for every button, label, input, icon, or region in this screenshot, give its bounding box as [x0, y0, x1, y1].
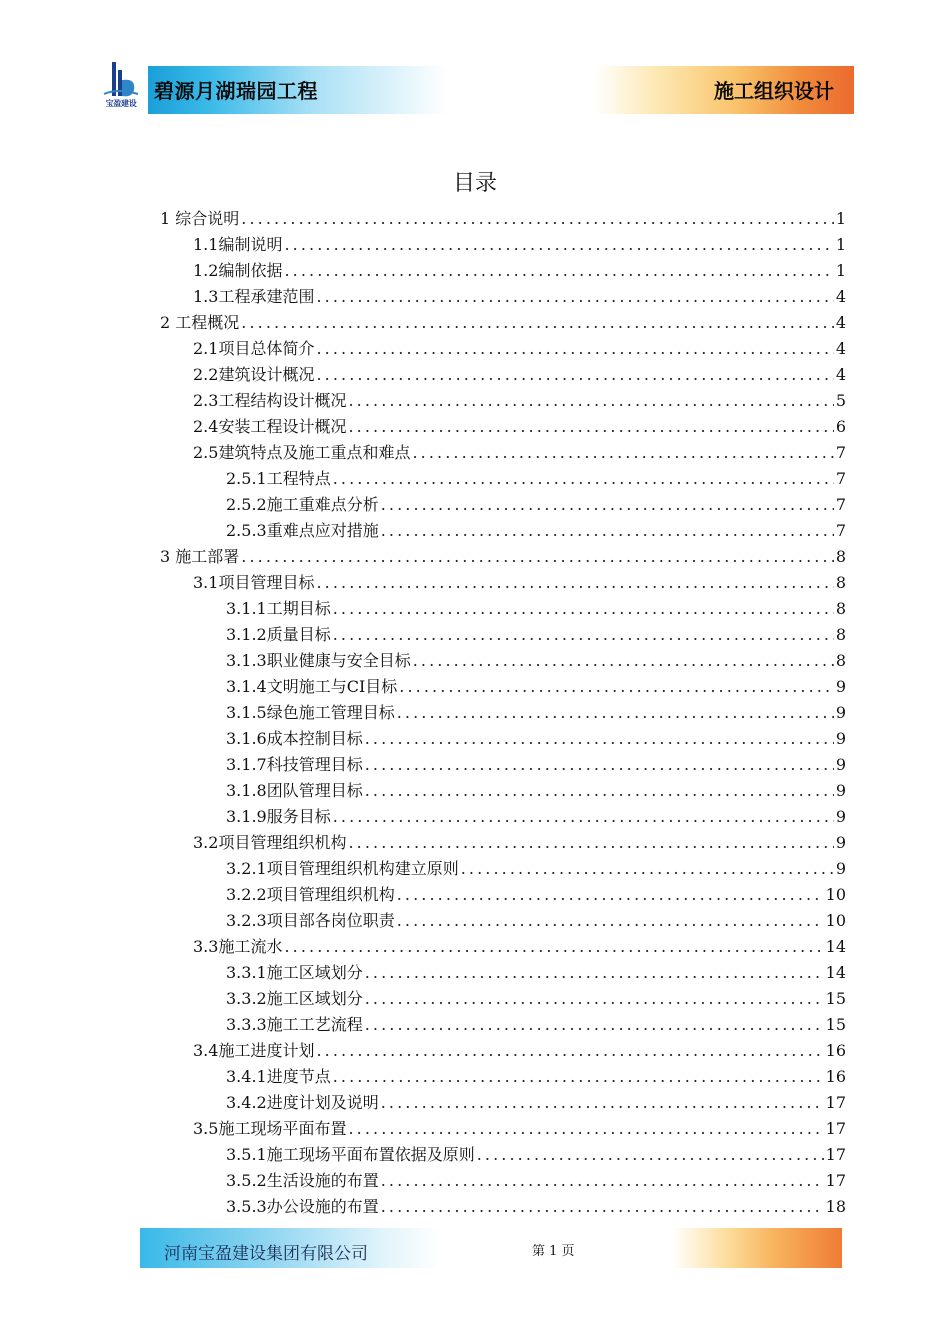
- toc-entry[interactable]: [160, 466, 846, 492]
- toc-leader-dots: [412, 440, 833, 466]
- toc-entry[interactable]: [160, 856, 846, 882]
- toc-entry-page: 1: [835, 235, 846, 254]
- toc-leader-dots: [333, 596, 834, 622]
- toc-entry[interactable]: [160, 206, 846, 232]
- toc-leader-dots: [461, 856, 834, 882]
- toc-entry[interactable]: [160, 232, 846, 258]
- toc-entry-title: 3 施工部署: [160, 547, 240, 566]
- toc-entry[interactable]: [160, 908, 846, 934]
- toc-entry-page: 4: [835, 365, 846, 384]
- toc-entry-title: 3.4.1进度节点: [226, 1067, 331, 1086]
- toc-entry-page: 7: [835, 521, 846, 540]
- toc-entry-page: 9: [835, 859, 846, 878]
- toc-entry-title: 1.1编制说明: [193, 235, 283, 254]
- toc-entry[interactable]: [160, 284, 846, 310]
- toc-entry-page: 9: [835, 807, 846, 826]
- toc-entry-page: 1: [835, 209, 846, 228]
- toc-entry-title: 2.2建筑设计概况: [193, 365, 315, 384]
- toc-entry-page: 10: [825, 911, 846, 930]
- table-of-contents: [160, 206, 846, 1220]
- toc-entry-page: 4: [835, 287, 846, 306]
- toc-entry[interactable]: [160, 388, 846, 414]
- toc-leader-dots: [397, 908, 824, 934]
- toc-leader-dots: [365, 1012, 824, 1038]
- toc-leader-dots: [381, 1194, 824, 1220]
- toc-entry-page: 1: [835, 261, 846, 280]
- toc-leader-dots: [399, 674, 834, 700]
- toc-entry-title: 2 工程概况: [160, 313, 240, 332]
- toc-entry[interactable]: [160, 674, 846, 700]
- toc-entry[interactable]: [160, 1012, 846, 1038]
- toc-entry[interactable]: [160, 804, 846, 830]
- toc-leader-dots: [381, 1168, 824, 1194]
- toc-entry-title: 2.5.1工程特点: [226, 469, 331, 488]
- toc-entry-page: 9: [835, 703, 846, 722]
- toc-entry-title: 3.1.5绿色施工管理目标: [226, 703, 395, 722]
- toc-entry[interactable]: [160, 1194, 846, 1220]
- toc-entry-title: 1.2编制依据: [193, 261, 283, 280]
- toc-leader-dots: [284, 934, 823, 960]
- toc-leader-dots: [365, 752, 834, 778]
- toc-leader-dots: [348, 388, 833, 414]
- toc-entry[interactable]: [160, 960, 846, 986]
- toc-entry-title: 3.1.9服务目标: [226, 807, 331, 826]
- toc-entry-page: 7: [835, 495, 846, 514]
- toc-entry-title: 3.4施工进度计划: [193, 1041, 315, 1060]
- toc-entry-page: 4: [835, 313, 846, 332]
- toc-entry-title: 3.3.1施工区域划分: [226, 963, 363, 982]
- toc-leader-dots: [316, 336, 833, 362]
- toc-leader-dots: [348, 830, 833, 856]
- toc-entry-title: 3.1项目管理目标: [193, 573, 315, 592]
- toc-leader-dots: [397, 882, 824, 908]
- toc-entry[interactable]: [160, 414, 846, 440]
- toc-leader-dots: [284, 258, 833, 284]
- toc-leader-dots: [316, 570, 833, 596]
- toc-entry[interactable]: [160, 440, 846, 466]
- toc-entry-title: 3.2.2项目管理组织机构: [226, 885, 395, 904]
- toc-entry-page: 8: [835, 599, 846, 618]
- toc-entry[interactable]: [160, 778, 846, 804]
- toc-entry-page: 8: [835, 573, 846, 592]
- toc-entry[interactable]: [160, 1038, 846, 1064]
- toc-entry-page: 7: [835, 443, 846, 462]
- toc-entry-title: 3.5.2生活设施的布置: [226, 1171, 379, 1190]
- toc-entry[interactable]: [160, 310, 846, 336]
- toc-leader-dots: [381, 1090, 824, 1116]
- toc-leader-dots: [365, 778, 834, 804]
- toc-leader-dots: [348, 414, 833, 440]
- toc-entry-page: 16: [825, 1041, 846, 1060]
- toc-leader-dots: [333, 466, 834, 492]
- toc-leader-dots: [348, 1116, 823, 1142]
- toc-leader-dots: [381, 492, 834, 518]
- toc-leader-dots: [241, 310, 834, 336]
- toc-entry-page: 6: [835, 417, 846, 436]
- toc-entry[interactable]: [160, 596, 846, 622]
- toc-entry-page: 17: [825, 1119, 846, 1138]
- logo-caption: 宝盈建设: [105, 99, 137, 108]
- toc-entry[interactable]: [160, 544, 846, 570]
- footer-right-band: [672, 1228, 842, 1268]
- toc-entry-page: 15: [825, 989, 846, 1008]
- toc-entry[interactable]: [160, 752, 846, 778]
- page-header: [98, 60, 854, 116]
- toc-entry-title: 3.5.1施工现场平面布置依据及原则: [226, 1145, 475, 1164]
- toc-entry[interactable]: [160, 1064, 846, 1090]
- toc-entry[interactable]: [160, 726, 846, 752]
- toc-leader-dots: [333, 804, 834, 830]
- toc-entry-title: 1.3工程承建范围: [193, 287, 315, 306]
- toc-entry[interactable]: [160, 1168, 846, 1194]
- toc-entry[interactable]: [160, 830, 846, 856]
- toc-leader-dots: [413, 648, 834, 674]
- toc-entry-page: 8: [835, 625, 846, 644]
- toc-entry-title: 3.1.4文明施工与CI目标: [226, 677, 398, 696]
- toc-entry-page: 9: [835, 755, 846, 774]
- toc-entry-title: 3.2.3项目部各岗位职责: [226, 911, 395, 930]
- toc-entry-title: 3.3.3施工工艺流程: [226, 1015, 363, 1034]
- toc-entry[interactable]: [160, 492, 846, 518]
- toc-entry-page: 17: [825, 1145, 846, 1164]
- toc-entry-page: 5: [835, 391, 846, 410]
- project-title: 碧源月湖瑞园工程: [154, 79, 318, 103]
- toc-entry-page: 17: [825, 1171, 846, 1190]
- toc-entry-title: 2.3工程结构设计概况: [193, 391, 347, 410]
- toc-entry[interactable]: [160, 648, 846, 674]
- toc-entry-title: 1 综合说明: [160, 209, 240, 228]
- toc-entry-title: 3.5施工现场平面布置: [193, 1119, 347, 1138]
- toc-entry-page: 15: [825, 1015, 846, 1034]
- toc-entry-page: 9: [835, 677, 846, 696]
- toc-entry[interactable]: [160, 882, 846, 908]
- toc-entry[interactable]: [160, 1090, 846, 1116]
- toc-entry-page: 14: [825, 963, 846, 982]
- toc-leader-dots: [365, 986, 824, 1012]
- toc-entry[interactable]: [160, 986, 846, 1012]
- toc-entry-title: 2.5建筑特点及施工重点和难点: [193, 443, 411, 462]
- toc-entry-title: 3.1.6成本控制目标: [226, 729, 363, 748]
- page-footer: [140, 1228, 842, 1268]
- toc-entry-page: 9: [835, 729, 846, 748]
- toc-entry-title: 3.1.7科技管理目标: [226, 755, 363, 774]
- toc-entry-page: 7: [835, 469, 846, 488]
- toc-entry-title: 3.1.8团队管理目标: [226, 781, 363, 800]
- toc-entry-title: 2.5.2施工重难点分析: [226, 495, 379, 514]
- toc-leader-dots: [316, 362, 833, 388]
- document-type: 施工组织设计: [714, 79, 834, 103]
- toc-leader-dots: [365, 960, 824, 986]
- toc-entry-title: 3.2.1项目管理组织机构建立原则: [226, 859, 459, 878]
- toc-entry-title: 3.4.2进度计划及说明: [226, 1093, 379, 1112]
- toc-entry[interactable]: [160, 570, 846, 596]
- toc-entry-title: 3.1.1工期目标: [226, 599, 331, 618]
- toc-entry-title: 2.1项目总体简介: [193, 339, 315, 358]
- toc-leader-dots: [365, 726, 834, 752]
- toc-entry-page: 18: [825, 1197, 846, 1216]
- footer-page-number: 第 1 页: [532, 1244, 575, 1259]
- toc-entry[interactable]: [160, 362, 846, 388]
- logo-icon: [98, 60, 144, 100]
- toc-leader-dots: [316, 284, 833, 310]
- footer-company-name: 河南宝盈建设集团有限公司: [164, 1244, 368, 1264]
- toc-leader-dots: [241, 544, 834, 570]
- toc-entry[interactable]: [160, 700, 846, 726]
- toc-entry-page: 8: [835, 547, 846, 566]
- toc-entry-page: 9: [835, 833, 846, 852]
- toc-leader-dots: [381, 518, 834, 544]
- toc-entry[interactable]: [160, 622, 846, 648]
- toc-entry-title: 2.5.3重难点应对措施: [226, 521, 379, 540]
- toc-entry-title: 3.3.2施工区域划分: [226, 989, 363, 1008]
- toc-leader-dots: [397, 700, 834, 726]
- toc-entry-title: 3.1.3职业健康与安全目标: [226, 651, 411, 670]
- toc-title: 目录: [452, 171, 497, 196]
- toc-entry-title: 2.4安装工程设计概况: [193, 417, 347, 436]
- toc-entry[interactable]: [160, 336, 846, 362]
- toc-entry-title: 3.1.2质量目标: [226, 625, 331, 644]
- toc-entry[interactable]: [160, 1116, 846, 1142]
- toc-entry-page: 8: [835, 651, 846, 670]
- company-logo: [98, 60, 144, 112]
- toc-leader-dots: [333, 1064, 824, 1090]
- toc-entry-title: 3.3施工流水: [193, 937, 283, 956]
- toc-entry-page: 17: [825, 1093, 846, 1112]
- toc-entry-title: 3.2项目管理组织机构: [193, 833, 347, 852]
- toc-entry-page: 16: [825, 1067, 846, 1086]
- toc-leader-dots: [241, 206, 834, 232]
- toc-entry[interactable]: [160, 258, 846, 284]
- toc-entry-page: 14: [825, 937, 846, 956]
- toc-entry-page: 4: [835, 339, 846, 358]
- toc-entry-title: 3.5.3办公设施的布置: [226, 1197, 379, 1216]
- toc-entry[interactable]: [160, 1142, 846, 1168]
- toc-leader-dots: [316, 1038, 823, 1064]
- toc-leader-dots: [477, 1142, 824, 1168]
- toc-entry[interactable]: [160, 518, 846, 544]
- toc-leader-dots: [333, 622, 834, 648]
- toc-entry[interactable]: [160, 934, 846, 960]
- toc-entry-page: 10: [825, 885, 846, 904]
- toc-leader-dots: [284, 232, 833, 258]
- toc-entry-page: 9: [835, 781, 846, 800]
